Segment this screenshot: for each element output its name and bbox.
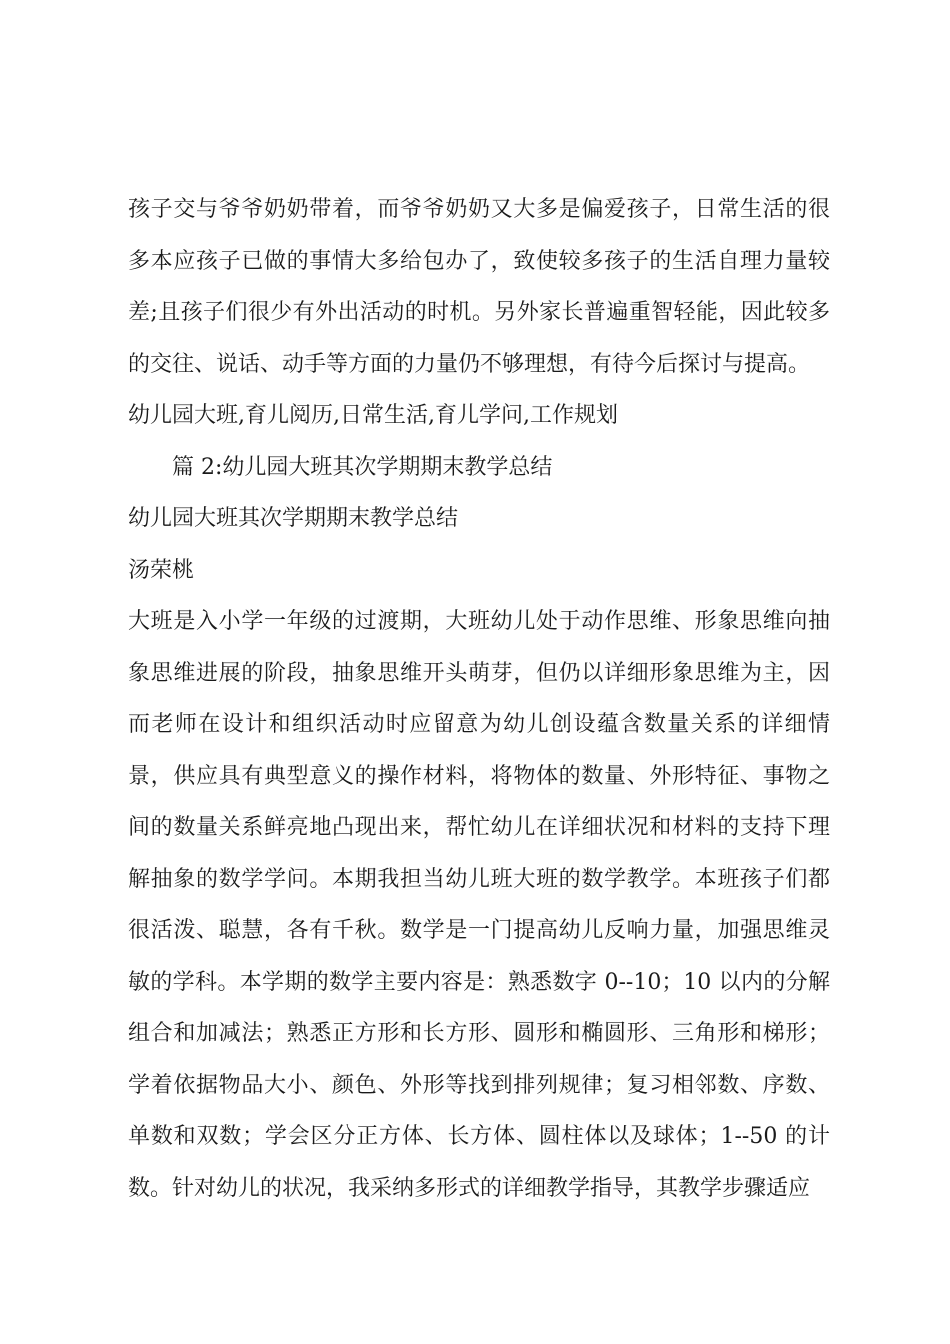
keywords-line: 幼儿园大班,育儿阅历,日常生活,育儿学问,工作规划 bbox=[128, 403, 618, 428]
document-body bbox=[128, 184, 830, 1214]
body-paragraph: 大班是入小学一年级的过渡期，大班幼儿处于动作思维、形象思维向抽象思维进展的阶段，抽象思维开头萌芽，但仍以详细形象思维为主，因而老师在设计和组织活动时应留意为幼儿创设蕴含数量关系的详细情景，供应具有典型意义的操作材料，将物体的数量、外形特征、事物之间的数量关系鲜亮地凸现出来，帮忙幼儿在详细状况和材料的支持下理解抽象的数学学问。本期我担当幼儿班大班的数学教学。本班孩子们都很活泼、聪慧，各有千秋。数学是一门提高幼儿反响力量，加强思维灵敏的学科。本学期的数学主要内容是：熟悉数字 0--10；10 以内的分解组合和加减法；熟悉正方形和长方形、圆形和椭圆形、三角形和梯形；学着依据物品大小、颜色、外形等找到排列规律；复习相邻数、序数、单数和双数；学会区分正方体、长方体、圆柱体以及球体；1--50 的计数。针对幼儿的状况，我采纳多形式的详细教学指导，其教学步骤适应 bbox=[128, 609, 830, 1201]
section-heading: 篇 2:幼儿园大班其次学期期末教学总结 bbox=[172, 454, 553, 480]
author-name: 汤荣桃 bbox=[128, 557, 195, 583]
article-title: 幼儿园大班其次学期期末教学总结 bbox=[128, 506, 459, 531]
intro-paragraph: 孩子交与爷爷奶奶带着，而爷爷奶奶又大多是偏爱孩子，日常生活的很多本应孩子已做的事情大多给包办了，致使较多孩子的生活自理力量较差;且孩子们很少有外出活动的时机。另外家长普遍重智轻能，因此较多的交往、说话、动手等方面的力量仍不够理想，有待今后探讨与提高。 bbox=[128, 197, 830, 377]
